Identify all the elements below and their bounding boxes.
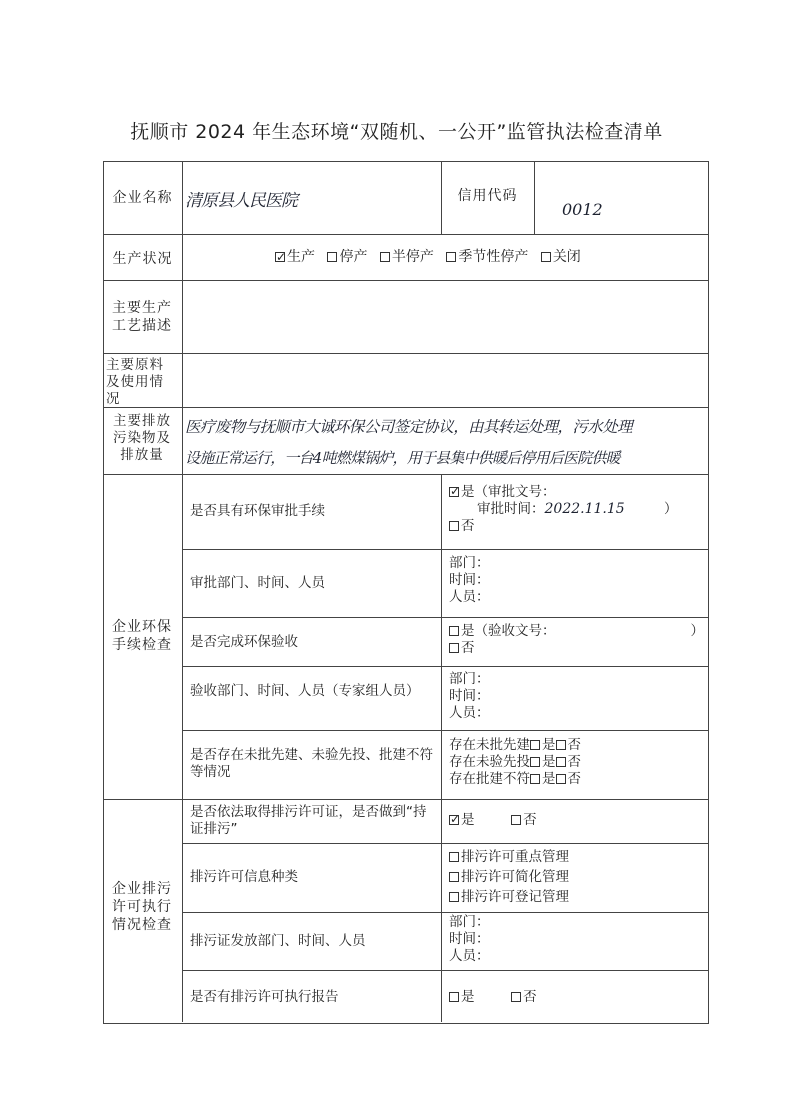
checkbox-v2-no[interactable] <box>556 757 566 767</box>
checkbox-simplified-management[interactable] <box>449 872 459 882</box>
permit-report-question: 是否有排污许可执行报告 <box>190 989 339 1005</box>
env-section-label: 企业环保手续检查 <box>112 619 172 653</box>
checkbox-closed[interactable] <box>541 252 551 262</box>
production-label: 生产状况 <box>112 251 173 267</box>
production-options: ✓ 生产 停产 半停产 季节性停产 关闭 <box>275 248 675 266</box>
permit-hold-answer: ✓是 否 <box>449 812 704 829</box>
permit-hold-question: 是否依法取得排污许可证，是否做到“持证排污” <box>190 804 427 837</box>
checkbox-report-no[interactable] <box>511 992 521 1002</box>
checkbox-v3-no[interactable] <box>556 774 566 784</box>
checkbox-report-yes[interactable] <box>449 992 459 1002</box>
permit-report-answer: 是 否 <box>449 989 704 1006</box>
permit-issue-answer: 部门： 时间： 人员： <box>449 914 490 964</box>
acceptance-answer: 是（验收文号： ） 否 <box>449 623 704 657</box>
checkbox-acceptance-yes[interactable] <box>449 626 459 636</box>
company-name-value: 清原县人民医院 <box>185 191 297 211</box>
acceptance-question: 是否完成环保验收 <box>190 634 298 650</box>
acceptance-dept-answer: 部门： 时间： 人员： <box>449 671 490 721</box>
permit-issue-question: 排污证发放部门、时间、人员 <box>190 933 366 949</box>
checkbox-key-management[interactable] <box>449 852 459 862</box>
emissions-label: 主要排放污染物及排放量 <box>113 413 171 463</box>
emissions-line-1: 医疗废物与抚顺市大诚环保公司签定协议，由其转运处理，污水处理 <box>185 418 633 436</box>
approval-answer: ✓是（审批文号： 审批时间：2022.11.15 ） 否 <box>449 484 704 535</box>
checkbox-seasonal[interactable] <box>446 252 456 262</box>
checkbox-permit-yes[interactable] <box>449 815 459 825</box>
checkbox-half-stopped[interactable] <box>380 252 390 262</box>
checkbox-v1-no[interactable] <box>556 740 566 750</box>
permit-type-question: 排污许可信息种类 <box>190 869 298 885</box>
credit-code-value: 0012 <box>562 200 603 219</box>
checkbox-approval-no[interactable] <box>449 521 459 531</box>
emissions-line-2: 设施正常运行，一台4吨燃煤锅炉，用于县集中供暖后停用后医院供暖 <box>185 449 620 467</box>
permit-section-label: 企业排污许可执行情况检查 <box>112 881 172 933</box>
company-name-label: 企业名称 <box>112 190 173 206</box>
checkbox-stopped[interactable] <box>327 252 337 262</box>
checkbox-v1-yes[interactable] <box>530 740 540 750</box>
checkbox-approval-yes[interactable] <box>449 487 459 497</box>
checkbox-acceptance-no[interactable] <box>449 643 459 653</box>
materials-label: 主要原料及使用情况 <box>106 357 164 407</box>
checkbox-v2-yes[interactable] <box>530 757 540 767</box>
approval-question: 是否具有环保审批手续 <box>190 503 325 519</box>
checkbox-permit-no[interactable] <box>511 815 521 825</box>
permit-type-answer: 排污许可重点管理 排污许可简化管理 排污许可登记管理 <box>449 847 704 907</box>
checkbox-v3-yes[interactable] <box>530 774 540 784</box>
credit-code-label: 信用代码 <box>457 188 518 204</box>
approval-dept-question: 审批部门、时间、人员 <box>190 575 325 591</box>
approval-dept-answer: 部门： 时间： 人员： <box>449 555 490 605</box>
checkbox-production[interactable] <box>275 252 285 262</box>
process-label: 主要生产工艺描述 <box>112 300 172 334</box>
checkbox-registration-management[interactable] <box>449 892 459 902</box>
violation-answer: 存在未批先建 是 否 存在未验先投 是 否 存在批建不符 是 否 <box>449 737 581 787</box>
violation-question: 是否存在未批先建、未验先投、批建不符等情况 <box>190 747 433 780</box>
page-title: 抚顺市 2024 年生态环境“双随机、一公开”监管执法检查清单 <box>130 121 663 143</box>
acceptance-dept-question: 验收部门、时间、人员（专家组人员） <box>190 683 420 699</box>
